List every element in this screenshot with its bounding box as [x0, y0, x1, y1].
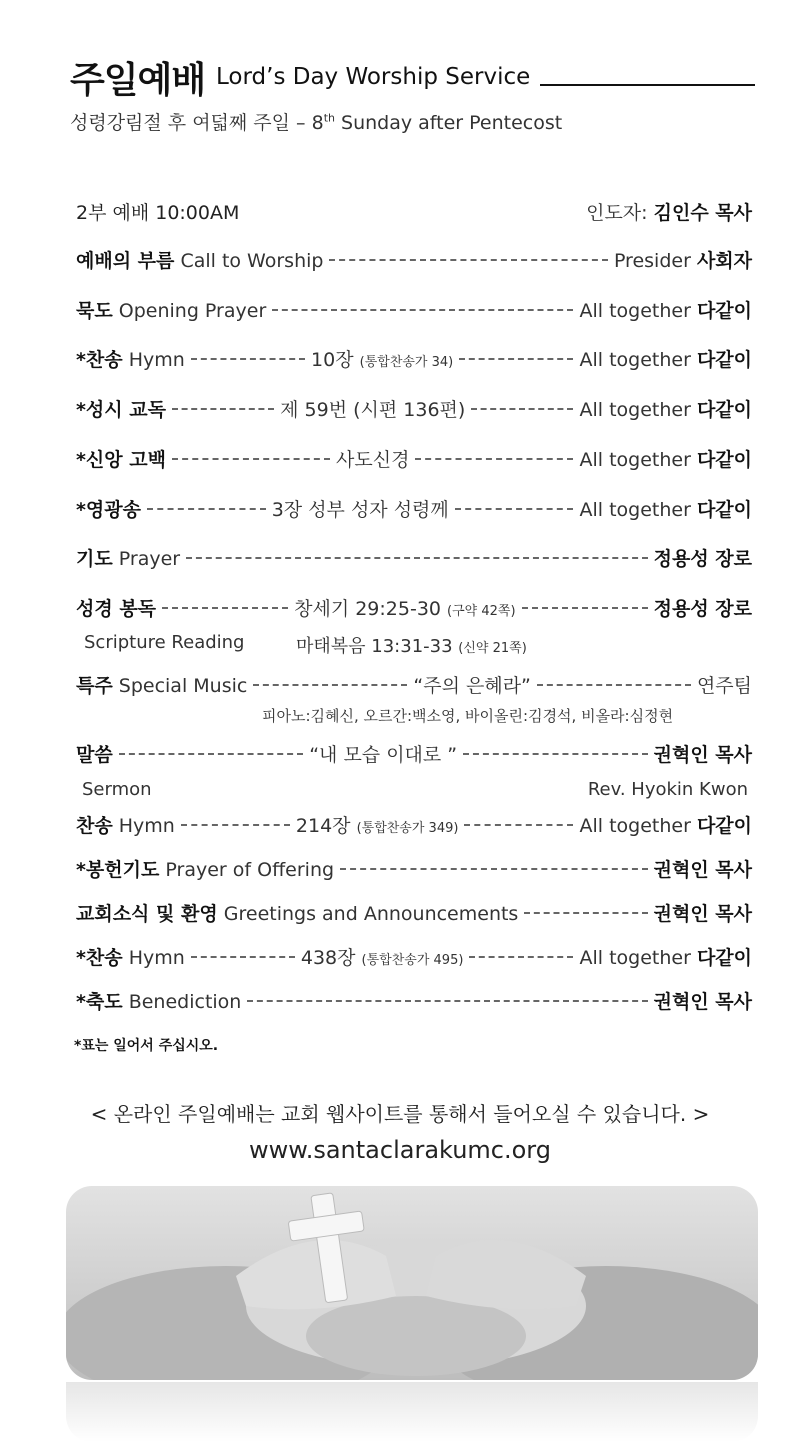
order-item: [76, 943, 752, 973]
page-title-english: Lord’s Day Worship Service: [216, 64, 531, 90]
item-title-en: Prayer: [118, 548, 181, 570]
item-leader: All together 다같이: [579, 349, 753, 371]
item-title-ko: *찬송: [76, 349, 123, 371]
scripture-reading-label: Scripture Reading: [84, 632, 245, 653]
item-leader: All together 다같이: [579, 499, 753, 521]
dash-leader: [329, 259, 607, 261]
leader: 인도자: 김인수 목사: [586, 202, 752, 224]
item-leader: 정용성 장로: [653, 598, 753, 620]
item-leader: All together 다같이: [579, 815, 753, 837]
item-title-ko: *봉헌기도: [76, 859, 160, 881]
item-content: 창세기 29:25-30 (구약 42쪽): [294, 598, 516, 620]
item-content: 10장 (통합찬송가 34): [311, 349, 454, 371]
item-leader: 연주팀: [696, 675, 753, 697]
preacher-english: Rev. Hyokin Kwon: [587, 779, 748, 800]
item-content: 214장 (통합찬송가 349): [295, 815, 459, 837]
item-leader: All together 다같이: [579, 449, 753, 471]
order-item: [76, 345, 752, 375]
item-leader: All together 다같이: [579, 399, 752, 421]
item-leader: 권혁인 목사: [653, 859, 752, 881]
item-title-ko: *축도: [76, 991, 123, 1013]
item-title-ko: 성경 봉독: [76, 598, 157, 620]
item-content: “주의 은혜라”: [413, 675, 531, 697]
item-title-ko: 특주: [76, 675, 113, 697]
order-item: [76, 246, 752, 276]
dash-leader: [464, 824, 573, 826]
dash-leader: [415, 458, 573, 460]
page-subtitle: 성령강림절 후 여덟째 주일 – 8th Sunday after Pentecost: [70, 111, 563, 134]
item-title-ko: *성시 교독: [76, 399, 166, 421]
dash-leader: [119, 753, 303, 755]
item-leader: 권혁인 목사: [653, 903, 752, 925]
item-title-en: Special Music: [118, 675, 248, 697]
item-content: 사도신경: [336, 449, 410, 471]
order-item: [76, 495, 752, 525]
dash-leader: [186, 557, 648, 559]
dash-leader: [340, 868, 648, 870]
dash-leader: [172, 458, 330, 460]
sermon-label: Sermon: [82, 779, 152, 800]
item-leader: 권혁인 목사: [653, 991, 752, 1013]
dash-leader: [272, 309, 573, 311]
order-item: [76, 811, 752, 841]
page-title: 주일예배: [70, 60, 206, 101]
item-title-ko: 찬송: [76, 815, 113, 837]
dash-leader: [191, 358, 305, 360]
item-title-ko: 묵도: [76, 300, 113, 322]
dash-leader: [522, 607, 648, 609]
item-leader: 권혁인 목사: [653, 744, 753, 766]
item-title-ko: 기도: [76, 548, 113, 570]
scripture-passage-2: 마태복음 13:31-33 (신약 21쪽): [296, 636, 527, 657]
dash-leader: [455, 508, 574, 510]
item-title-en: Opening Prayer: [118, 300, 267, 322]
item-title-en: Hymn: [118, 815, 175, 837]
item-content: 제 59번 (시편 136편): [280, 399, 466, 421]
item-title-en: Greetings and Announcements: [223, 903, 519, 925]
item-title-ko: *신앙 고백: [76, 449, 166, 471]
church-website-link[interactable]: www.santaclarakumc.org: [249, 1136, 551, 1164]
item-leader: All together 다같이: [579, 300, 752, 322]
item-title-ko: 교회소식 및 환영: [76, 903, 218, 925]
order-item: [76, 594, 752, 624]
item-content: 3장 성부 성자 성령께: [271, 499, 449, 521]
item-title-en: Hymn: [128, 947, 185, 969]
service-info-row: [76, 198, 752, 228]
order-item: [76, 855, 752, 885]
order-item: [76, 740, 752, 770]
dash-leader: [253, 684, 407, 686]
order-item: [76, 671, 752, 701]
hands-holding-cross-image: [66, 1186, 758, 1380]
item-content: “내 모습 이대로 ”: [309, 744, 458, 766]
item-leader: All together 다같이: [579, 947, 753, 969]
dash-leader: [537, 684, 691, 686]
performers: 피아노:김혜신, 오르간:백소영, 바이올린:김경석, 비올라:심정현: [262, 707, 674, 725]
dash-leader: [162, 607, 288, 609]
order-item: [76, 445, 752, 475]
dash-leader: [191, 956, 295, 958]
order-item: [76, 987, 752, 1017]
item-title-ko: 말씀: [76, 744, 113, 766]
order-item: [76, 544, 752, 574]
item-leader: Presider 사회자: [613, 250, 752, 272]
order-item: [76, 899, 752, 929]
dash-leader: [181, 824, 290, 826]
dash-leader: [172, 408, 274, 410]
dash-leader: [469, 956, 573, 958]
item-leader: 정용성 장로: [653, 548, 752, 570]
standing-note: *표는 일어서 주십시오.: [74, 1038, 219, 1054]
item-title-en: Hymn: [128, 349, 185, 371]
item-title-ko: *찬송: [76, 947, 123, 969]
dash-leader: [147, 508, 266, 510]
item-title-ko: *영광송: [76, 499, 141, 521]
item-content: 438장 (통합찬송가 495): [300, 947, 464, 969]
item-title-ko: 예배의 부름: [76, 250, 175, 272]
dash-leader: [463, 753, 647, 755]
dash-leader: [471, 408, 573, 410]
image-reflection: [66, 1382, 758, 1442]
order-item: [76, 296, 752, 326]
item-title-en: Call to Worship: [180, 250, 324, 272]
dash-leader: [524, 912, 647, 914]
title-rule: [540, 84, 755, 86]
dash-leader: [459, 358, 573, 360]
dash-leader: [247, 1000, 647, 1002]
online-worship-notice: < 온라인 주일예배는 교회 웹사이트를 통해서 들어오실 수 있습니다. >: [90, 1102, 710, 1126]
order-item: [76, 395, 752, 425]
item-title-en: Benediction: [128, 991, 242, 1013]
item-title-en: Prayer of Offering: [165, 859, 335, 881]
service-time: 2부 예배 10:00AM: [76, 202, 240, 224]
